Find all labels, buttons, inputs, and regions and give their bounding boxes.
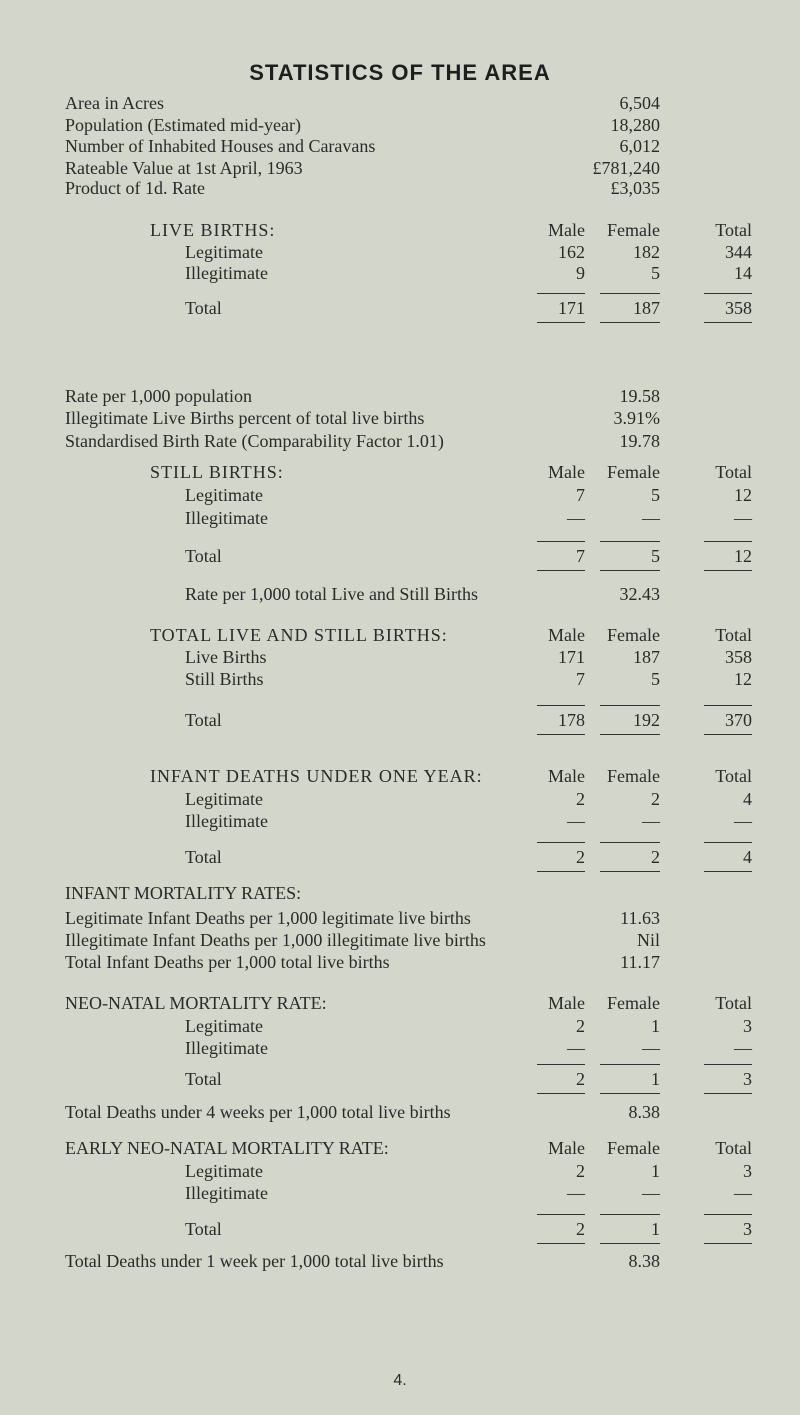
row-label: Illegitimate [185,263,268,283]
total-value: — [734,1038,752,1058]
male-value: Male [548,625,585,645]
total-value: 358 [725,647,752,667]
male-value: 2 [537,842,585,872]
row-value: 8.38 [628,1102,660,1122]
male-value: 162 [558,242,585,262]
female-value: 2 [651,789,660,809]
total-row [0,297,800,319]
row-label: Still Births [185,669,264,689]
row-label: Number of Inhabited Houses and Caravans [65,136,376,156]
female-value: 1 [651,1016,660,1036]
male-value: Male [548,1138,585,1158]
male-value: Male [548,462,585,482]
table-row [0,1160,800,1182]
row-label: Live Births [185,647,267,667]
row-label: Legitimate [185,1161,263,1181]
table-row [0,583,800,605]
male-value: — [567,1183,585,1203]
total-value: — [734,811,752,831]
table-row [0,385,800,407]
row-label: Illegitimate [185,811,268,831]
row-value: 8.38 [628,1251,660,1271]
row-label: Legitimate [185,242,263,262]
male-value: Male [548,993,585,1013]
total-value: Total [715,220,752,240]
male-value: 2 [537,1064,585,1094]
female-value: — [642,1183,660,1203]
row-label: Rate per 1,000 total Live and Still Births [185,584,478,604]
female-value: 187 [600,293,660,323]
section-heading: INFANT DEATHS UNDER ONE YEAR: [150,766,483,786]
table-row [0,810,800,832]
row-label: Standardised Birth Rate (Comparability Factor 1.01) [65,431,444,451]
male-value: Male [548,220,585,240]
table-row [0,430,800,452]
row-value: 3.91% [613,408,660,428]
section-heading-row [0,219,800,241]
male-value: 7 [576,669,585,689]
female-value: Female [607,766,660,786]
table-row [0,929,800,951]
table-row [0,484,800,506]
female-value: — [642,1038,660,1058]
total-value: Total [715,766,752,786]
row-label: Illegitimate Live Births percent of total live births [65,408,425,428]
table-row [0,788,800,810]
total-row [0,709,800,731]
section-heading: EARLY NEO-NATAL MORTALITY RATE: [65,1138,389,1158]
row-label: Total [185,298,222,318]
total-row [0,1068,800,1090]
table-row [0,135,800,157]
total-value: Total [715,462,752,482]
table-row [0,951,800,973]
female-value: 1 [600,1214,660,1244]
row-label: Legitimate [185,1016,263,1036]
row-value: Nil [636,930,660,950]
table-row [0,177,800,199]
female-value: — [642,508,660,528]
section-heading-row [0,992,800,1014]
table-row [0,1015,800,1037]
row-label: Total Infant Deaths per 1,000 total live births [65,952,390,972]
male-value: 2 [537,1214,585,1244]
female-value: 182 [633,242,660,262]
row-label: Total Deaths under 4 weeks per 1,000 total live births [65,1102,451,1122]
male-value: — [567,508,585,528]
male-value: 7 [537,541,585,571]
row-label: Total [185,1219,222,1239]
female-value: 187 [633,647,660,667]
row-label: Total [185,546,222,566]
total-value: 344 [725,242,752,262]
section-heading: INFANT MORTALITY RATES: [65,883,302,903]
section-heading-row [0,765,800,787]
section-heading: NEO-NATAL MORTALITY RATE: [65,993,327,1013]
section-heading-row [0,1137,800,1159]
male-value: 171 [558,647,585,667]
female-value: 5 [651,669,660,689]
female-value: Female [607,1138,660,1158]
total-value: 4 [743,789,752,809]
male-value: 9 [576,263,585,283]
total-value: Total [715,625,752,645]
section-heading-row [0,624,800,646]
female-value: Female [607,625,660,645]
total-value: Total [715,993,752,1013]
section-heading: TOTAL LIVE AND STILL BIRTHS: [150,625,448,645]
page-number: 4. [393,1372,407,1389]
female-value: 5 [600,541,660,571]
row-label: Rateable Value at 1st April, 1963 [65,158,303,178]
row-value: £3,035 [610,178,660,198]
row-label: Total Deaths under 1 week per 1,000 total live births [65,1251,444,1271]
section-heading: STILL BIRTHS: [150,462,284,482]
table-row [0,668,800,690]
table-row [0,1101,800,1123]
female-value: 2 [600,842,660,872]
row-value: £781,240 [592,158,660,178]
total-value: 3 [743,1161,752,1181]
table-row [0,907,800,929]
male-value: 178 [537,705,585,735]
total-value: 12 [734,669,752,689]
row-label: Legitimate Infant Deaths per 1,000 legitimate live births [65,908,471,928]
total-value: 4 [704,842,752,872]
female-value: Female [607,220,660,240]
total-value: 370 [704,705,752,735]
table-row [0,646,800,668]
total-value: Total [715,1138,752,1158]
row-label: Population (Estimated mid-year) [65,115,301,135]
total-value: 3 [704,1064,752,1094]
male-value: 7 [576,485,585,505]
row-value: 19.78 [619,431,660,451]
total-row [0,545,800,567]
table-row [0,507,800,529]
section-heading-row [0,461,800,483]
row-value: 32.43 [619,584,660,604]
row-label: Area in Acres [65,93,164,113]
female-value: — [642,811,660,831]
row-value: 19.58 [619,386,660,406]
table-row [0,407,800,429]
row-label: Rate per 1,000 population [65,386,252,406]
table-row [0,241,800,263]
row-label: Product of 1d. Rate [65,178,205,198]
row-value: 11.17 [620,952,660,972]
row-label: Legitimate [185,789,263,809]
total-value: 12 [704,541,752,571]
female-value: 192 [600,705,660,735]
total-value: 12 [734,485,752,505]
female-value: 1 [600,1064,660,1094]
male-value: — [567,1038,585,1058]
male-value: — [567,811,585,831]
male-value: 2 [576,789,585,809]
row-label: Total [185,847,222,867]
row-label: Illegitimate [185,1038,268,1058]
row-label: Total [185,1069,222,1089]
female-value: 5 [651,485,660,505]
row-label: Illegitimate [185,1183,268,1203]
total-value: 14 [734,263,752,283]
total-value: — [734,508,752,528]
female-value: 5 [651,263,660,283]
female-value: Female [607,993,660,1013]
male-value: Male [548,766,585,786]
row-value: 6,012 [619,136,660,156]
row-value: 18,280 [610,115,660,135]
table-row [0,92,800,114]
table-row [0,1250,800,1272]
row-label: Illegitimate [185,508,268,528]
total-row [0,846,800,868]
row-value: 6,504 [619,93,660,113]
row-label: Total [185,710,222,730]
section-heading: LIVE BIRTHS: [150,220,276,240]
male-value: 2 [576,1161,585,1181]
female-value: 1 [651,1161,660,1181]
table-row [0,1182,800,1204]
table-row [0,262,800,284]
male-value: 171 [537,293,585,323]
female-value: Female [607,462,660,482]
total-row [0,1218,800,1240]
page-title: STATISTICS OF THE AREA [249,60,551,85]
row-value: 11.63 [620,908,660,928]
total-value: 3 [704,1214,752,1244]
section-heading-row [0,882,800,904]
male-value: 2 [576,1016,585,1036]
total-value: 3 [743,1016,752,1036]
table-row [0,157,800,179]
row-label: Illegitimate Infant Deaths per 1,000 illegitimate live births [65,930,486,950]
total-value: 358 [704,293,752,323]
row-label: Legitimate [185,485,263,505]
table-row [0,114,800,136]
total-value: — [734,1183,752,1203]
table-row [0,1037,800,1059]
